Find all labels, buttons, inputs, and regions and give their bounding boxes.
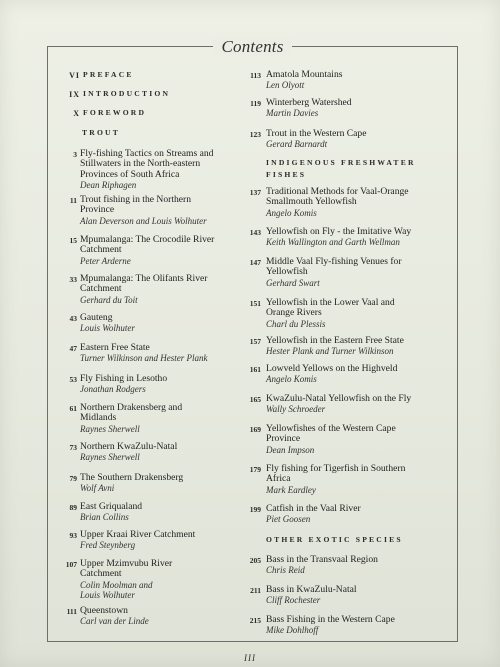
entry-author: Angelo Komis (266, 207, 317, 218)
entry-author: Mike Dohlhoff (266, 625, 319, 636)
entry-author: Gerard Barnardt (266, 139, 328, 150)
entry-page-number: 79 (69, 474, 77, 483)
entry-page-number: 143 (249, 228, 261, 237)
entry-page-number: 33 (69, 275, 77, 284)
entry-page-number: 151 (249, 299, 261, 308)
section-heading: INTRODUCTION (83, 89, 171, 98)
entry-page-number: 137 (249, 188, 261, 197)
entry-page-number: 119 (250, 99, 261, 108)
entry-author: Carl van der Linde (80, 616, 149, 627)
entry-title: Fly fishing for Tigerfish in Southern (266, 463, 406, 474)
entry-author: Jonathan Rodgers (80, 384, 146, 395)
entry-page-number: 161 (249, 365, 261, 374)
entry-title: Province (266, 433, 301, 445)
section-page-number: X (73, 109, 80, 118)
entry-author: Gerhard du Toit (80, 294, 138, 305)
entry-title: Bass Fishing in the Western Cape (266, 614, 395, 625)
entry-title: Fly Fishing in Lesotho (80, 373, 168, 384)
entry-author: Turner Wilkinson and Hester Plank (80, 353, 208, 364)
entry-title: Trout in the Western Cape (266, 128, 367, 139)
entry-author: Dean Riphagen (80, 180, 137, 191)
entry-page-number: 61 (69, 404, 77, 413)
entry-page-number: 205 (249, 556, 261, 565)
entry-title: Smallmouth Yellowfish (266, 196, 357, 208)
entry-title: Provinces of South Africa (80, 168, 180, 180)
section-heading: OTHER EXOTIC SPECIES (266, 535, 403, 544)
entry-title: Catchment (80, 568, 122, 580)
entry-author: Louis Wolhuter (80, 589, 135, 600)
entry-author: Martin Davies (266, 108, 319, 119)
entry-page-number: 169 (249, 425, 261, 434)
section-heading: PREFACE (83, 70, 134, 79)
section-heading: FOREWORD (83, 108, 147, 117)
entry-title: Middle Vaal Fly-fishing Venues for (266, 256, 402, 267)
entry-author: Cliff Rochester (266, 595, 321, 606)
entry-title: Stillwaters in the North-eastern (80, 158, 201, 170)
entry-page-number: 211 (250, 586, 261, 595)
section-heading: FISHES (266, 170, 307, 179)
section-heading: TROUT (82, 128, 121, 137)
entry-page-number: 53 (69, 375, 77, 384)
entry-author: Gerhard Swart (266, 277, 320, 288)
entry-author: Hester Plank and Turner Wilkinson (266, 346, 394, 357)
entry-page-number: 123 (249, 130, 261, 139)
entry-page-number: 47 (69, 344, 77, 353)
entry-title: Traditional Methods for Vaal-Orange (266, 186, 409, 197)
entry-page-number: 179 (249, 465, 261, 474)
entry-author: Alan Deverson and Louis Wolhuter (80, 215, 207, 226)
entry-title: Trout fishing in the Northern (80, 194, 192, 205)
entry-title: Amatola Mountains (266, 69, 343, 80)
entry-title: Mpumalanga: The Crocodile River (80, 234, 215, 245)
entry-page-number: 215 (249, 616, 261, 625)
entry-author: Len Olyott (266, 80, 305, 91)
entry-page-number: 73 (69, 443, 77, 452)
entry-title: Yellowfish in the Lower Vaal and (266, 297, 395, 308)
entry-page-number: 113 (250, 71, 261, 80)
entry-title: Catchment (80, 244, 122, 256)
entry-author: Keith Wallington and Garth Wellman (266, 237, 400, 248)
entry-page-number: 11 (69, 196, 77, 205)
entry-title: Yellowfish on Fly - the Imitative Way (266, 226, 412, 237)
entry-title: Upper Mzimvubu River (80, 558, 173, 569)
entry-author: Chris Reid (266, 565, 305, 576)
section-page-number: IX (69, 90, 80, 99)
entry-title: Yellowfish (266, 266, 308, 278)
entry-title: Northern Drakensberg and (80, 402, 183, 413)
entry-title: Orange Rivers (266, 307, 322, 319)
entry-page-number: 199 (249, 505, 261, 514)
entry-author: Charl du Plessis (266, 318, 326, 329)
entry-title: Eastern Free State (80, 342, 150, 353)
entry-title: Catfish in the Vaal River (266, 503, 361, 514)
entry-author: Raynes Sherwell (80, 423, 140, 434)
entry-title: Queenstown (80, 605, 128, 616)
entry-title: Yellowfish in the Eastern Free State (266, 335, 404, 346)
entry-title: Yellowfishes of the Western Cape (266, 423, 396, 434)
entry-author: Wolf Avni (80, 483, 115, 494)
entry-page-number: 89 (69, 503, 77, 512)
entry-title: East Griqualand (80, 501, 143, 512)
entry-title: Bass in KwaZulu-Natal (266, 584, 357, 595)
entry-title: Province (80, 204, 115, 216)
entry-author: Fred Steynberg (80, 540, 136, 551)
entry-title: Africa (266, 473, 291, 485)
entry-page-number: 111 (66, 607, 77, 616)
entry-page-number: 147 (249, 258, 261, 267)
entry-page-number: 165 (249, 395, 261, 404)
entry-title: Fly-fishing Tactics on Streams and (80, 148, 214, 159)
entry-author: Angelo Komis (266, 374, 317, 385)
entry-page-number: 107 (65, 560, 77, 569)
entry-page-number: 43 (69, 314, 77, 323)
entry-title: Bass in the Transvaal Region (266, 554, 378, 565)
entry-author: Brian Collins (80, 512, 129, 523)
contents-heading (48, 37, 457, 57)
entry-page-number: 93 (69, 531, 77, 540)
entry-title: Lowveld Yellows on the Highveld (266, 363, 398, 374)
contents-heading-text: Contents (213, 37, 291, 56)
entry-author: Piet Goosen (266, 514, 311, 525)
entry-title: Winterberg Watershed (266, 97, 352, 108)
entry-author: Peter Arderne (80, 255, 131, 266)
entry-page-number: 15 (69, 236, 77, 245)
entry-title: KwaZulu-Natal Yellowfish on the Fly (266, 393, 412, 404)
entry-title: Gauteng (80, 312, 113, 323)
entry-author: Raynes Sherwell (80, 452, 140, 463)
entry-title: Northern KwaZulu-Natal (80, 441, 178, 452)
entry-author: Wally Schroeder (266, 404, 326, 415)
entry-title: Upper Kraai River Catchment (80, 529, 196, 540)
entry-author: Dean Impson (266, 444, 315, 455)
entry-title: Mpumalanga: The Olifants River (80, 273, 208, 284)
entry-author: Louis Wolhuter (80, 323, 135, 334)
section-heading: INDIGENOUS FRESHWATER (266, 158, 416, 167)
entry-page-number: 157 (249, 337, 261, 346)
entry-author: Colin Moolman and (80, 579, 153, 590)
section-page-number: VI (69, 71, 80, 80)
entry-page-number: 3 (73, 150, 77, 159)
entry-author: Mark Eardley (266, 484, 316, 495)
entry-title: The Southern Drakensberg (80, 472, 184, 483)
entry-title: Midlands (80, 412, 117, 424)
entry-title: Catchment (80, 283, 122, 295)
page-folio: III (244, 653, 256, 663)
